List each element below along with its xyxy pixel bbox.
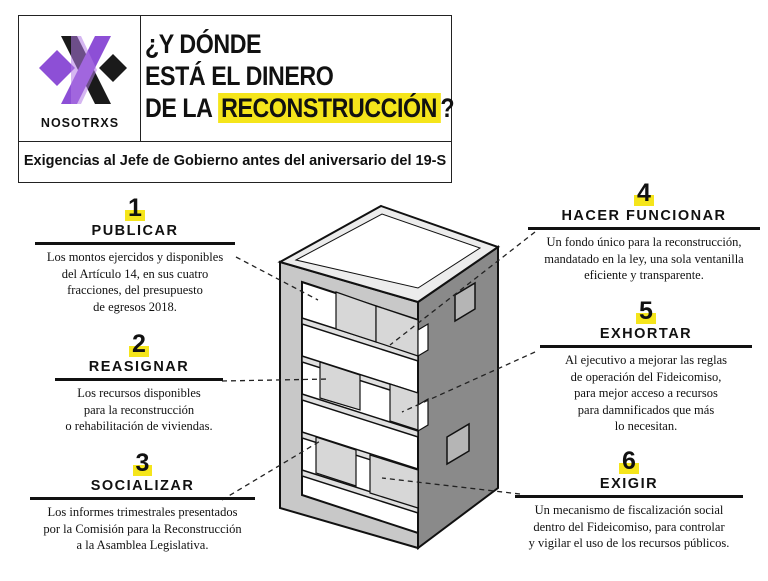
step-number: 5 <box>636 298 656 324</box>
step-6 <box>515 448 743 552</box>
step-4 <box>528 180 760 284</box>
step-title: PUBLICAR <box>35 223 235 245</box>
title-suffix: ? <box>440 93 455 123</box>
step-title: HACER FUNCIONAR <box>528 208 760 230</box>
subtitle: Exigencias al Jefe de Gobierno antes del aniversario del 19-S <box>19 141 451 182</box>
step-description: Los informes trimestrales presentados por la Comisión para la Reconstrucción a la Asamblea Legislativa. <box>43 505 242 552</box>
step-2 <box>55 331 223 435</box>
title-line-1: ¿Y DÓNDE <box>145 29 262 59</box>
step-description: Al ejecutivo a mejorar las reglas de operación del Fideicomiso, para mejor acceso a recursos para damnificados que más lo necesitan. <box>564 353 728 433</box>
step-number: 3 <box>133 450 153 476</box>
title-highlight: RECONSTRUCCIÓN <box>218 93 441 123</box>
title-prefix: DE LA <box>145 93 212 123</box>
step-description: Los montos ejercidos y disponibles del Artículo 14, en sus cuatro fracciones, del presupuesto de egresos 2018. <box>46 250 224 314</box>
step-description: Un mecanismo de fiscalización social dentro del Fideicomiso, para controlar y vigilar el uso de los recursos públicos. <box>528 503 730 550</box>
step-title: EXIGIR <box>515 476 743 498</box>
step-title: REASIGNAR <box>55 359 223 381</box>
step-number: 6 <box>619 448 639 474</box>
step-number: 4 <box>634 180 654 206</box>
step-1 <box>35 195 235 315</box>
step-number: 1 <box>125 195 145 221</box>
step-description: Los recursos disponibles para la reconstrucción o rehabilitación de viviendas. <box>65 386 213 433</box>
step-3 <box>30 450 255 554</box>
step-title: SOCIALIZAR <box>30 478 255 500</box>
title-line-2: ESTÁ EL DINERO <box>145 61 334 91</box>
step-title: EXHORTAR <box>540 326 752 348</box>
step-description: Un fondo único para la reconstrucción, mandatado en la ley, una sola ventanilla eficiente y transparente. <box>544 235 744 282</box>
step-5 <box>540 298 752 435</box>
step-number: 2 <box>129 331 149 357</box>
logo-text: NOSOTRXS <box>40 116 120 130</box>
